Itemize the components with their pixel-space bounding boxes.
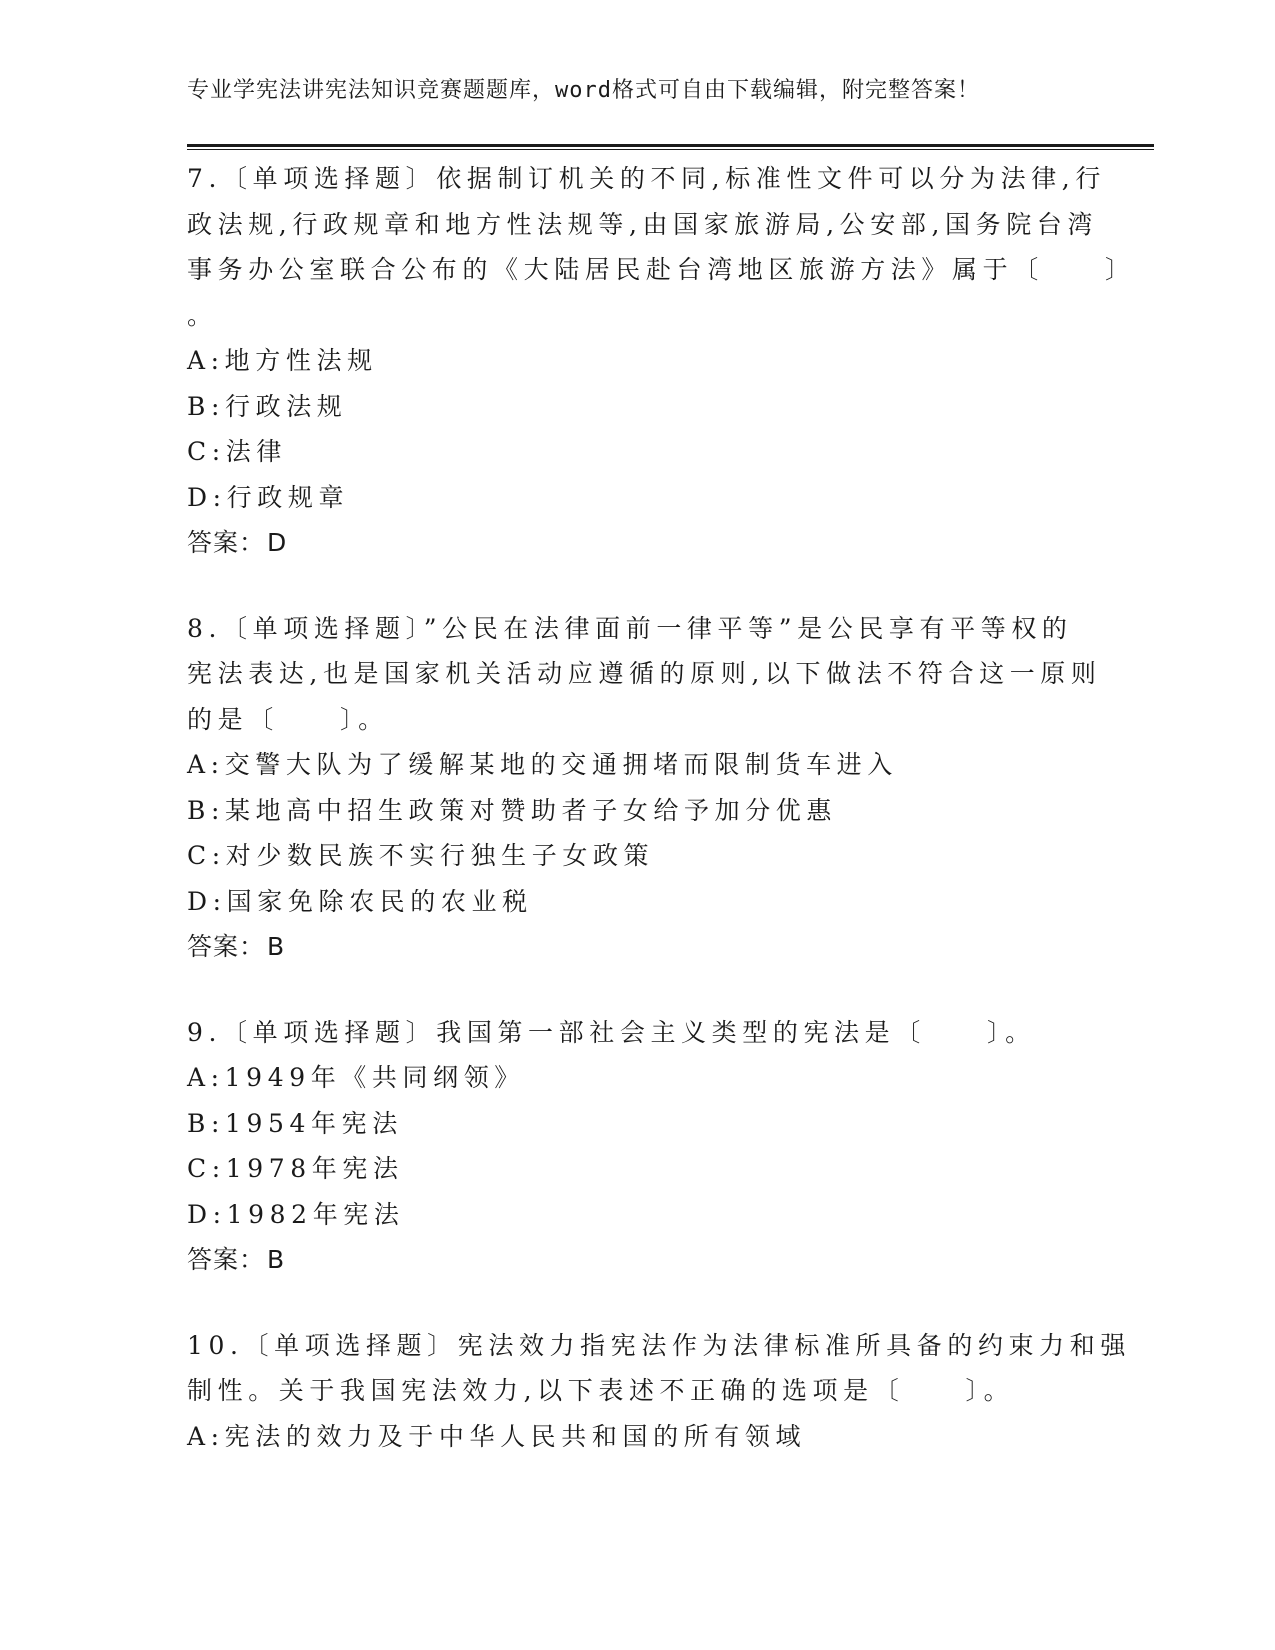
- option-c: C:法律: [187, 437, 287, 466]
- question-8: [187, 606, 1102, 970]
- question-stem-line: 10.〔单项选择题〕宪法效力指宪法作为法律标准所具备的约束力和强: [187, 1330, 1131, 1360]
- answer: [187, 924, 1087, 970]
- question-stem-line: 7.〔单项选择题〕依据制订机关的不同,标准性文件可以分为法律,行: [187, 164, 1106, 193]
- option-d: D:国家免除农民的农业税: [187, 886, 533, 916]
- question-stem-line: 的是〔 〕。: [187, 704, 389, 734]
- answer-value: B: [267, 932, 286, 961]
- question-10: [187, 1323, 1131, 1460]
- option-b: B:行政法规: [187, 391, 348, 421]
- option-a: A:宪法的效力及于中华人民共和国的所有领域: [187, 1421, 807, 1451]
- answer-label: 答案：: [187, 1245, 266, 1274]
- option-b: B:1954年宪法: [187, 1108, 403, 1138]
- answer-label: 答案：: [187, 528, 266, 557]
- option-c: C:1978年宪法: [187, 1154, 404, 1183]
- question-9: [187, 1010, 1087, 1283]
- answer-label: 答案：: [187, 932, 266, 961]
- option-a: A:地方性法规: [187, 346, 378, 375]
- answer-value: B: [267, 1245, 286, 1274]
- question-stem-line: 。: [187, 300, 218, 330]
- question-stem-line: 宪法表达,也是国家机关活动应遵循的原则,以下做法不符合这一原则: [187, 659, 1102, 688]
- question-stem-line: 事务办公室联合公布的《大陆居民赴台湾地区旅游方法》属于〔 〕: [187, 255, 1136, 284]
- question-stem-line: 制性。关于我国宪法效力,以下表述不正确的选项是〔 〕。: [187, 1376, 1015, 1405]
- header-divider: [187, 144, 1154, 150]
- question-list: [187, 156, 1136, 1499]
- option-d: D:1982年宪法: [187, 1199, 405, 1229]
- question-stem-line: 9.〔单项选择题〕我国第一部社会主义类型的宪法是〔 〕。: [187, 1017, 1036, 1047]
- answer: [187, 520, 1087, 566]
- answer-value: D: [267, 528, 288, 557]
- question-stem-line: 8.〔单项选择题〕”公民在法律面前一律平等”是公民享有平等权的: [187, 613, 1073, 643]
- option-a: A:交警大队为了缓解某地的交通拥堵而限制货车进入: [187, 750, 898, 779]
- option-d: D:行政规章: [187, 482, 350, 512]
- question-7: [187, 156, 1136, 566]
- page-header: 专业学宪法讲宪法知识竞赛题题库，word格式可自由下载编辑，附完整答案！: [187, 78, 980, 103]
- answer: [187, 1237, 1087, 1283]
- option-a: A:1949年《共同纲领》: [187, 1063, 525, 1092]
- option-c: C:对少数民族不实行独生子女政策: [187, 841, 655, 870]
- option-b: B:某地高中招生政策对赞助者子女给予加分优惠: [187, 795, 837, 825]
- question-stem-line: 政法规,行政规章和地方性法规等,由国家旅游局,公安部,国务院台湾: [187, 209, 1098, 239]
